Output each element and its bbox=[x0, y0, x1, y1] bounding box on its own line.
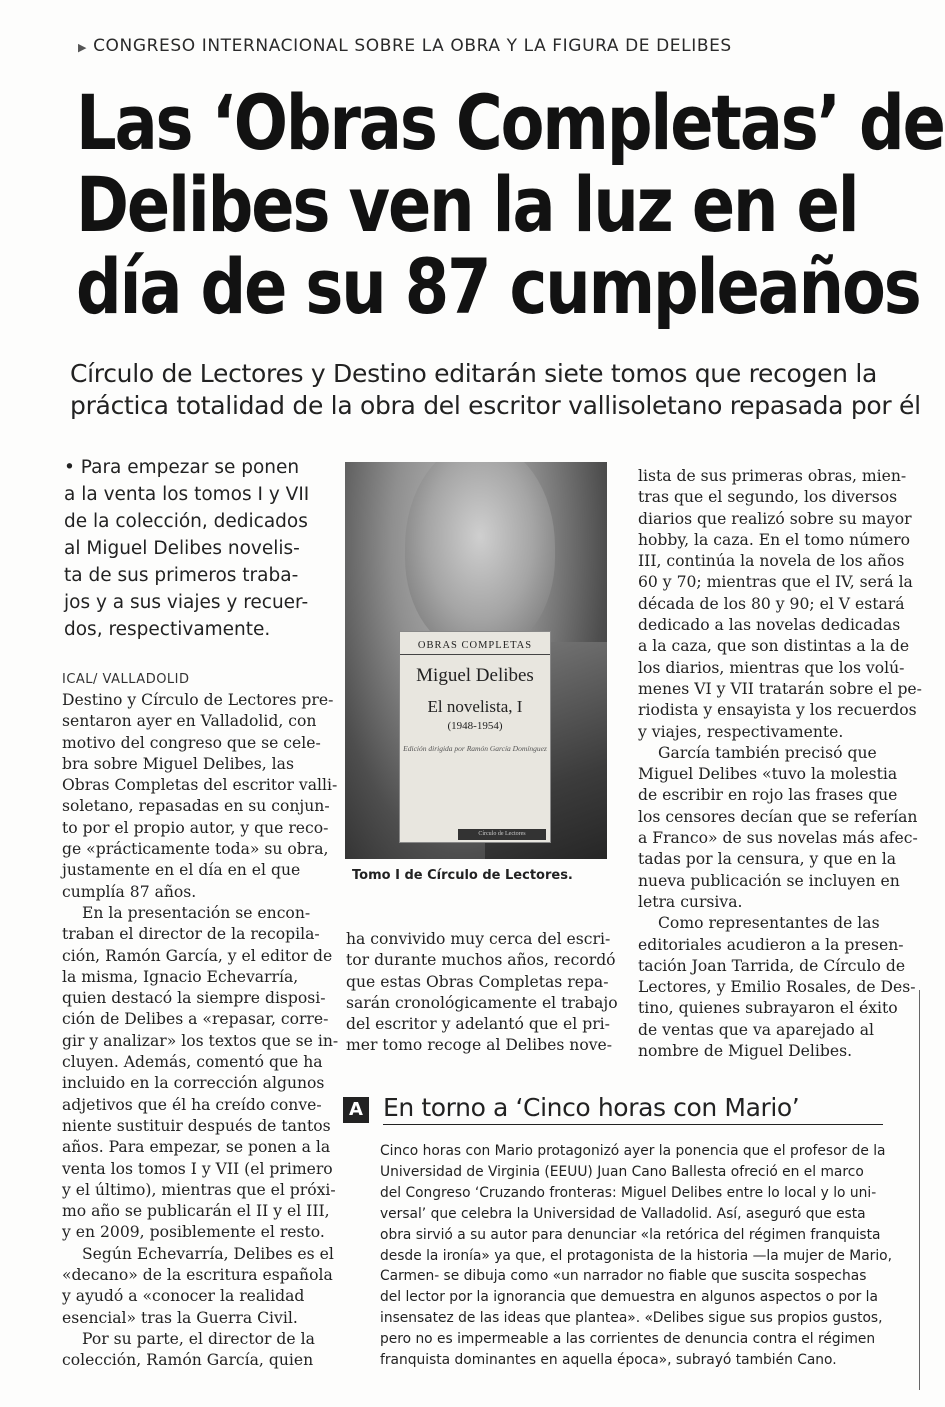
lead-line: al Miguel Delibes novelis- bbox=[64, 538, 300, 559]
body-line: venta los tomos I y VII (el primero bbox=[62, 1159, 333, 1178]
body-line: III, continúa la novela de los años bbox=[638, 552, 905, 571]
lead-summary bbox=[64, 454, 326, 643]
body-line: a la caza, que son distintas a la de bbox=[638, 637, 910, 656]
body-column-2 bbox=[346, 929, 618, 1057]
body-line: En la presentación se encon- bbox=[82, 903, 311, 922]
subhead-line: Círculo de Lectores y Destino editarán siete tomos que recogen la bbox=[70, 359, 878, 388]
body-line: riodista y ensayista y los recuerdos bbox=[638, 701, 917, 720]
headline-line: Delibes ven la luz en el bbox=[76, 160, 858, 249]
body-line: García también precisó que bbox=[658, 743, 877, 762]
cover-series: OBRAS COMPLETAS bbox=[400, 640, 550, 655]
body-line: los censores decían que se referían bbox=[638, 807, 918, 826]
body-line: niente sustituir después de tantos bbox=[62, 1116, 331, 1135]
body-line: justamente en el día en el que bbox=[62, 861, 301, 880]
cover-edition: Edición dirigida por Ramón García Domínguez bbox=[403, 744, 547, 753]
page-edge-divider bbox=[919, 990, 920, 1390]
body-line: mer tomo recoge al Delibes nove- bbox=[346, 1036, 613, 1055]
body-line: quien destacó la siempre disposi- bbox=[62, 989, 326, 1008]
body-line: cumplía 87 años. bbox=[62, 882, 197, 901]
body-line: letra cursiva. bbox=[638, 892, 743, 911]
body-line: y ayudó a «conocer la realidad bbox=[62, 1287, 305, 1306]
box-line: franquista dominantes en aquella época», subrayó también Cano. bbox=[380, 1352, 837, 1369]
body-line: los diarios, mientras que los volú- bbox=[638, 658, 905, 677]
body-line: tor durante muchos años, recordó bbox=[346, 951, 616, 970]
cover-publisher: Círculo de Lectores bbox=[458, 829, 546, 840]
subhead-line: práctica totalidad de la obra del escritor vallisoletano repasada por él bbox=[70, 391, 921, 420]
body-line: años. Para empezar, se ponen a la bbox=[62, 1138, 331, 1157]
lead-line: jos y a sus viajes y recuer- bbox=[64, 592, 309, 613]
body-line: traban el director de la recopila- bbox=[62, 925, 320, 944]
book-cover bbox=[400, 632, 550, 842]
body-line: incluido en la corrección algunos bbox=[62, 1074, 325, 1093]
body-line: soletano, repasadas en su conjun- bbox=[62, 797, 330, 816]
headline-line: día de su 87 cumpleaños bbox=[76, 242, 920, 331]
body-line: ge «prácticamente toda» su obra, bbox=[62, 840, 329, 859]
headline bbox=[76, 78, 944, 331]
body-line: dedicado a las novelas dedicadas bbox=[638, 616, 901, 635]
body-line: esencial» tras la Guerra Civil. bbox=[62, 1308, 298, 1327]
subheadline bbox=[70, 358, 920, 422]
body-line: nombre de Miguel Delibes. bbox=[638, 1042, 853, 1061]
body-line: mo año se publicarán el II y el III, bbox=[62, 1202, 330, 1221]
box-line: versal’ que celebra la Universidad de Valladolid. Así, aseguró que esta bbox=[380, 1205, 866, 1222]
box-line: Cinco horas con Mario protagonizó ayer la ponencia que el profesor de la bbox=[380, 1143, 886, 1159]
lead-line: de la colección, dedicados bbox=[64, 511, 308, 532]
body-line: de ventas que va aparejado al bbox=[638, 1020, 875, 1039]
lead-line: a la venta los tomos I y VII bbox=[64, 484, 310, 505]
body-line: y el último), mientras que el próxi- bbox=[62, 1180, 336, 1199]
body-column-1 bbox=[62, 690, 339, 1372]
body-line: sarán cronológicamente el trabajo bbox=[346, 993, 618, 1012]
box-line: del Congreso ‘Cruzando fronteras: Miguel Delibes entre lo local y lo uni- bbox=[380, 1184, 877, 1201]
body-line: editoriales acudieron a la presen- bbox=[638, 935, 904, 954]
headline-line: Las ‘Obras Completas’ de bbox=[76, 78, 944, 167]
body-line: Como representantes de las bbox=[658, 914, 880, 933]
body-line: ha convivido muy cerca del escri- bbox=[346, 930, 611, 948]
body-line: menes VI y VII tratarán sobre el pe- bbox=[638, 679, 922, 698]
body-line: que estas Obras Completas repa- bbox=[346, 972, 609, 991]
sidebar-box-title: En torno a ‘Cinco horas con Mario’ bbox=[383, 1093, 883, 1125]
body-column-3 bbox=[638, 466, 922, 1062]
body-line: gir y analizar» los textos que se in- bbox=[62, 1031, 339, 1050]
body-line: sentaron ayer en Valladolid, con bbox=[62, 712, 317, 731]
body-line: bra sobre Miguel Delibes, las bbox=[62, 754, 294, 773]
box-line: del lector por la ignorancia que demuestra en algunos aspectos o por la bbox=[380, 1289, 878, 1306]
body-line: la misma, Ignacio Echevarría, bbox=[62, 967, 299, 986]
body-line: ción, Ramón García, y el editor de bbox=[62, 946, 333, 965]
body-line: 60 y 70; mientras que el IV, será la bbox=[638, 573, 913, 592]
body-line: y viajes, respectivamente. bbox=[638, 722, 844, 741]
box-line: desde la ironía» ya que, el protagonista de la historia —la mujer de Mario, bbox=[380, 1247, 892, 1264]
body-line: década de los 80 y 90; el V estará bbox=[638, 594, 905, 613]
body-line: lista de sus primeras obras, mien- bbox=[638, 467, 907, 485]
body-line: tino, quienes subrayaron el éxito bbox=[638, 999, 898, 1018]
body-line: adjetivos que él ha creído conve- bbox=[62, 1095, 322, 1114]
body-line: colección, Ramón García, quien bbox=[62, 1351, 314, 1370]
box-line: Carmen- se dibuja como «un narrador no fiable que suscita sospechas bbox=[380, 1268, 867, 1285]
body-line: de escribir en rojo las frases que bbox=[638, 786, 898, 805]
body-line: Destino y Círculo de Lectores pre- bbox=[62, 691, 334, 709]
body-line: «decano» de la escritura española bbox=[62, 1266, 333, 1285]
body-line: tadas por la censura, y que en la bbox=[638, 850, 897, 869]
cover-title: El novelista, I bbox=[427, 697, 523, 716]
author-portrait bbox=[405, 462, 555, 652]
box-line: Universidad de Virginia (EEUU) Juan Cano Ballesta ofreció en el marco bbox=[380, 1163, 864, 1180]
body-line: Según Echevarría, Delibes es el bbox=[82, 1244, 334, 1263]
lead-line: • Para empezar se ponen bbox=[64, 457, 300, 478]
body-line: Por su parte, el director de la bbox=[82, 1329, 315, 1348]
box-line: insensatez de las ideas que plantea». «Delibes sigue sus propios gustos, bbox=[380, 1310, 883, 1327]
section-letter-icon: A bbox=[343, 1097, 369, 1123]
section-kicker bbox=[78, 36, 838, 56]
book-cover-photo bbox=[345, 462, 607, 859]
body-line: cluyen. Además, comentó que ha bbox=[62, 1053, 323, 1072]
body-line: Miguel Delibes «tuvo la molestia bbox=[638, 765, 898, 784]
photo-caption: Tomo I de Círculo de Lectores. bbox=[352, 868, 573, 883]
body-line: tras que el segundo, los diversos bbox=[638, 488, 898, 507]
box-line: obra sirvió a su autor para denunciar «la retórica del régimen franquista bbox=[380, 1226, 881, 1243]
body-line: a Franco» de sus novelas más afec- bbox=[638, 829, 918, 848]
body-line: diarios que realizó sobre su mayor bbox=[638, 509, 912, 528]
body-line: motivo del congreso que se cele- bbox=[62, 733, 321, 752]
body-line: y en 2009, posiblemente el resto. bbox=[62, 1223, 325, 1242]
cover-author: Miguel Delibes bbox=[416, 665, 534, 686]
kicker-text: CONGRESO INTERNACIONAL SOBRE LA OBRA Y LA FIGURA DE DELIBES bbox=[93, 36, 732, 56]
body-line: tación Joan Tarrida, de Círculo de bbox=[638, 956, 906, 975]
body-line: ción de Delibes a «repasar, corre- bbox=[62, 1010, 329, 1029]
byline: ICAL/ VALLADOLID bbox=[62, 672, 190, 687]
body-line: Obras Completas del escritor valli- bbox=[62, 776, 338, 795]
body-line: del escritor y adelantó que el pri- bbox=[346, 1015, 610, 1034]
triangle-bullet-icon: ▶ bbox=[78, 41, 88, 54]
lead-line: dos, respectivamente. bbox=[64, 619, 271, 640]
box-line: pero no es impermeable a las corrientes de denuncia contra el régimen bbox=[380, 1331, 876, 1348]
sidebar-box-body bbox=[380, 1141, 900, 1371]
cover-years: (1948-1954) bbox=[447, 720, 503, 732]
body-line: to por el propio autor, y que reco- bbox=[62, 818, 329, 837]
body-line: hobby, la caza. En el tomo número bbox=[638, 530, 911, 549]
body-line: Lectores, y Emilio Rosales, de Des- bbox=[638, 978, 916, 997]
sidebar-box-header bbox=[343, 1093, 903, 1133]
body-line: nueva publicación se incluyen en bbox=[638, 871, 900, 890]
lead-line: ta de sus primeros traba- bbox=[64, 565, 299, 586]
